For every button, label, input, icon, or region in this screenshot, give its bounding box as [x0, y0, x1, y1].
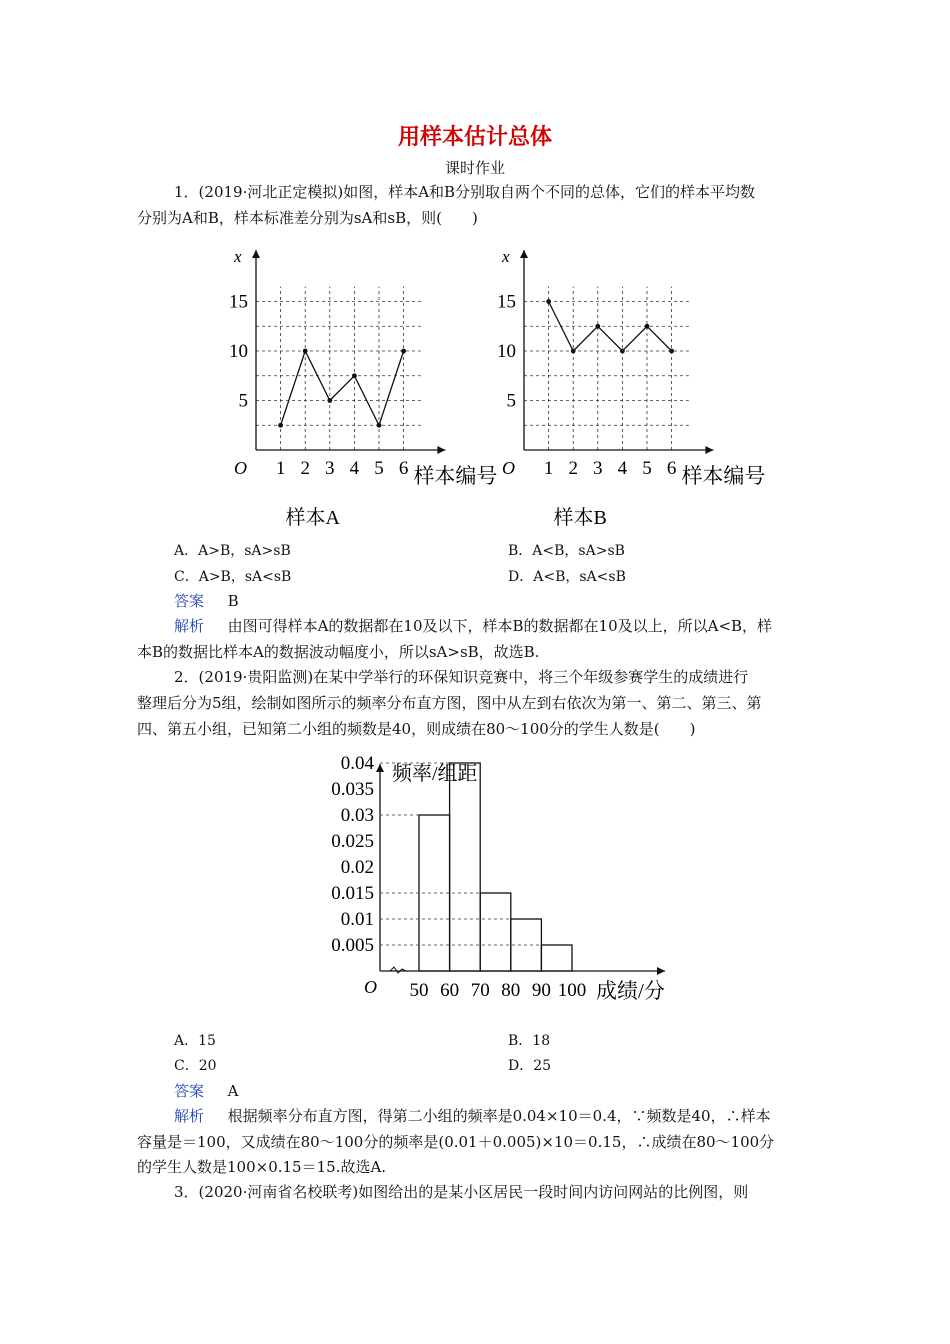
q2-option-d[interactable]: D．25	[508, 1058, 552, 1074]
hist-bar	[450, 763, 481, 971]
sample-b-y-label: x	[502, 247, 510, 266]
sample-a-data-point	[278, 423, 283, 428]
q1-option-c[interactable]: C．A>B，sA<sB	[174, 569, 292, 585]
hist-bar	[480, 893, 511, 971]
q2-stem-line2: 整理后分为5组，绘制如图所示的频率分布直方图，图中从左到右依次为第一、第二、第三、第	[137, 694, 762, 712]
hist-y-tick-label: 0.025	[331, 831, 374, 852]
q2-answer-value: A	[227, 1082, 239, 1100]
hist-x-tick-label: 80	[501, 980, 521, 1001]
sample-b-data-point	[645, 324, 650, 329]
sample-b-x-arrow	[705, 446, 713, 454]
sample-b-x-tick-label: 3	[593, 458, 603, 479]
sample-a-data-point	[401, 349, 406, 354]
q2-option-c[interactable]: C．20	[174, 1058, 217, 1074]
hist-y-arrow	[376, 764, 384, 772]
sample-b-y-tick-label: 10	[497, 341, 516, 362]
sample-a-data-point	[377, 423, 382, 428]
hist-y-label: 频率/组距	[392, 763, 478, 785]
q2-option-a[interactable]: A．15	[174, 1033, 216, 1049]
hist-x-arrow	[657, 967, 665, 975]
hist-y-tick-label: 0.04	[340, 753, 374, 774]
page-title: 用样本估计总体	[397, 124, 552, 150]
sample-b-line-chart	[488, 245, 788, 535]
sample-b-data-point	[571, 349, 576, 354]
sample-a-origin-label: O	[234, 458, 247, 478]
sample-a-x-tick-label: 2	[300, 458, 310, 479]
sample-a-y-label: x	[234, 247, 242, 266]
sample-a-data-point	[303, 349, 308, 354]
hist-y-tick-label: 0.01	[340, 909, 374, 930]
sample-a-x-tick-label: 5	[374, 458, 384, 479]
sample-a-data-point	[327, 398, 332, 403]
sample-a-y-tick-label: 10	[229, 341, 248, 362]
q1-option-d[interactable]: D．A<B，sA<sB	[508, 569, 626, 585]
sample-b-y-tick-label: 5	[506, 390, 516, 412]
hist-axis-break	[390, 967, 406, 973]
q2-answer-label: 答案	[174, 1082, 205, 1100]
sample-a-x-label: 样本编号	[413, 464, 498, 488]
hist-x-tick-label: 100	[557, 980, 587, 1001]
sample-a-series-line	[281, 351, 404, 425]
frequency-histogram	[320, 753, 720, 1028]
q1-answer-label: 答案	[174, 592, 205, 610]
q2-analysis-label: 解析	[174, 1107, 205, 1125]
sample-b-x-tick-label: 5	[642, 458, 652, 479]
hist-x-tick-label: 60	[440, 980, 460, 1001]
q1-stem-line1: 1．(2019·河北正定模拟)如图，样本A和B分别取自两个不同的总体，它们的样本平均数	[174, 183, 756, 201]
sample-b-x-tick-label: 1	[543, 458, 554, 479]
hist-y-tick-label: 0.015	[331, 883, 374, 904]
sample-b-x-label: 样本编号	[681, 464, 766, 488]
sample-b-origin-label: O	[502, 458, 515, 478]
q1-stem-line2: 分别为A和B，样本标准差分别为sA和sB，则( )	[137, 209, 478, 227]
sample-a-x-tick-label: 3	[325, 458, 335, 479]
hist-y-tick-label: 0.02	[340, 857, 374, 878]
sample-a-y-tick-label: 15	[229, 291, 248, 313]
q2-stem-line1: 2．(2019·贵阳监测)在某中学举行的环保知识竞赛中，将三个年级参赛学生的成绩进行	[174, 668, 749, 686]
q1-analysis-text1: 由图可得样本A的数据都在10及以下，样本B的数据都在10及以上，所以A<B，样	[227, 617, 773, 635]
q2-stem-line3: 四、第五小组，已知第二小组的频数是40，则成绩在80～100分的学生人数是( )	[137, 720, 696, 738]
q1-analysis-line2: 本B的数据比样本A的数据波动幅度小，所以sA>sB，故选B.	[137, 643, 540, 661]
sample-b-y-arrow	[520, 250, 528, 258]
q3-stem-line1: 3．(2020·河南省名校联考)如图给出的是某小区居民一段时间内访问网站的比例图，则	[174, 1183, 749, 1201]
hist-x-tick-label: 50	[409, 980, 429, 1001]
q1-analysis-label: 解析	[174, 617, 205, 635]
sample-b-x-tick-label: 2	[568, 458, 578, 479]
q2-analysis-line3: 的学生人数是100×0.15＝15.故选A.	[137, 1158, 387, 1176]
q2-option-b[interactable]: B．18	[508, 1033, 551, 1049]
hist-x-tick-label: 70	[470, 980, 490, 1001]
hist-x-tick-label: 90	[531, 980, 551, 1001]
sample-a-line-chart	[220, 245, 520, 535]
q1-option-a[interactable]: A．A>B，sA>sB	[174, 543, 291, 559]
sample-a-title: 样本A	[285, 507, 340, 529]
hist-y-tick-label: 0.035	[331, 779, 374, 800]
sample-a-x-tick-label: 1	[275, 458, 286, 479]
sample-a-y-tick-label: 5	[238, 390, 248, 412]
sample-b-data-point	[669, 349, 674, 354]
q2-answer	[174, 1080, 238, 1101]
hist-x-label: 成绩/分	[596, 979, 665, 1003]
page-subtitle: 课时作业	[444, 159, 505, 177]
q1-analysis-line1	[174, 615, 772, 636]
sample-a-data-point	[352, 373, 357, 378]
sample-b-y-tick-label: 15	[497, 291, 516, 313]
sample-a-y-arrow	[252, 250, 260, 258]
q1-answer	[174, 590, 239, 611]
sample-a-x-arrow	[437, 446, 445, 454]
sample-b-data-point	[595, 324, 600, 329]
sample-b-x-tick-label: 6	[666, 458, 677, 479]
q1-answer-value: B	[227, 592, 239, 610]
hist-bar	[541, 945, 572, 971]
sample-b-data-point	[620, 349, 625, 354]
q1-option-b[interactable]: B．A<B，sA>sB	[508, 543, 625, 559]
q2-analysis-text1: 根据频率分布直方图，得第二小组的频率是0.04×10＝0.4，∵频数是40，∴样本	[227, 1107, 771, 1125]
sample-a-x-tick-label: 4	[349, 458, 360, 479]
sample-b-data-point	[546, 299, 551, 304]
hist-y-tick-label: 0.03	[340, 805, 374, 826]
hist-origin-label: O	[364, 977, 377, 997]
sample-b-x-tick-label: 4	[617, 458, 628, 479]
sample-b-title: 样本B	[553, 507, 607, 529]
q2-analysis-line2: 容量是＝100，又成绩在80～100分的频率是(0.01＋0.005)×10＝0.15，∴成绩在80～100分	[137, 1133, 775, 1151]
q2-analysis-line1	[174, 1105, 771, 1126]
sample-a-x-tick-label: 6	[398, 458, 409, 479]
hist-y-tick-label: 0.005	[331, 935, 374, 956]
